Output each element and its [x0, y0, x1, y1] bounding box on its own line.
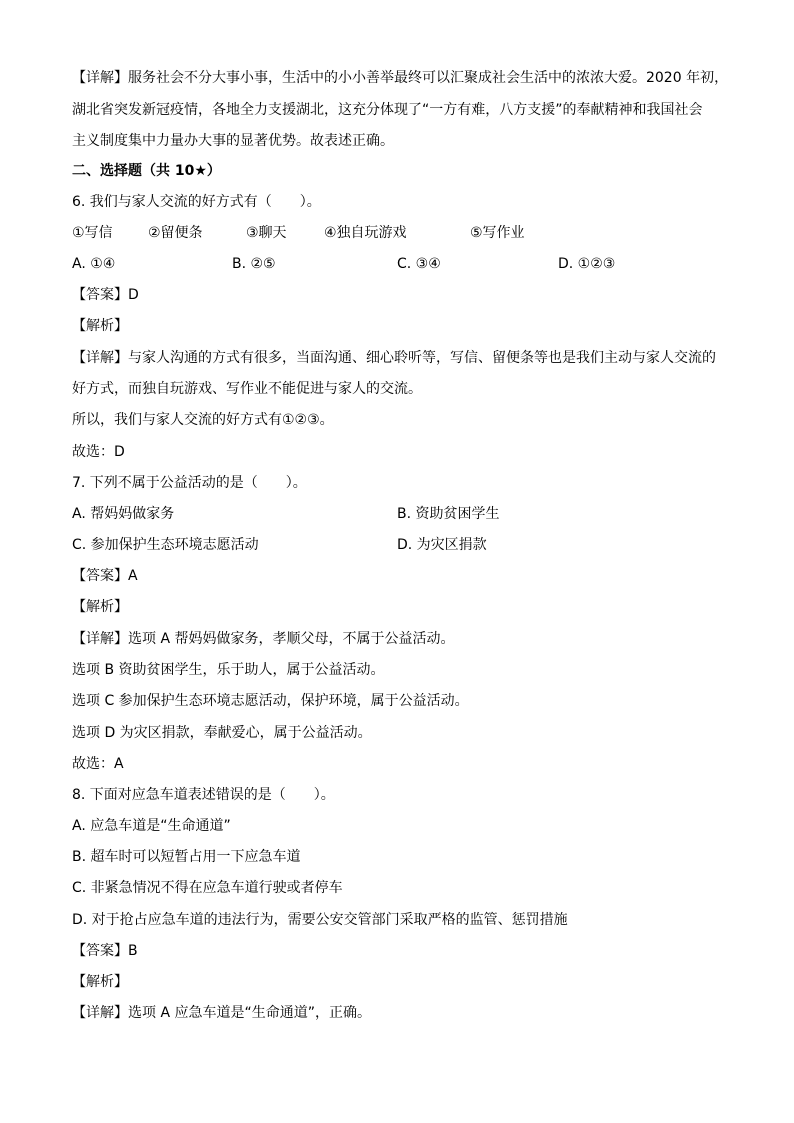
q7-detail-2: 选项 B 资助贫困学生，乐于助人，属于公益活动。: [72, 662, 385, 678]
q8-option-a: A. 应急车道是“生命通道”: [72, 818, 231, 834]
section-title: 二、选择题（共 10★）: [72, 163, 221, 179]
intro-line-1: 【详解】服务社会不分大事小事，生活中的小小善举最终可以汇聚成社会生活中的浓浓大爱。2020 年初，: [72, 70, 729, 86]
q6-item-5: ⑤写作业: [470, 225, 525, 241]
q7-answer: 【答案】A: [72, 568, 138, 584]
q6-stem: 6. 我们与家人交流的好方式有（ ）。: [72, 194, 321, 210]
q8-stem: 8. 下面对应急车道表述错误的是（ ）。: [72, 787, 335, 803]
q8-detail-1: 【详解】选项 A 应急车道是“生命通道”，正确。: [72, 1005, 371, 1021]
q6-detail-3: 所以，我们与家人交流的好方式有①②③。: [72, 412, 334, 428]
q7-detail-3: 选项 C 参加保护生态环境志愿活动，保护环境，属于公益活动。: [72, 693, 469, 709]
q6-option-d: D. ①②③: [558, 256, 616, 272]
q6-analysis: 【解析】: [72, 318, 128, 334]
q6-option-c: C. ③④: [397, 256, 441, 272]
q6-item-2: ②留便条: [148, 225, 203, 241]
q7-option-c: C. 参加保护生态环境志愿活动: [72, 537, 259, 553]
q8-analysis: 【解析】: [72, 974, 128, 990]
q7-choice: 故选：A: [72, 756, 124, 772]
q6-choice: 故选：D: [72, 444, 125, 460]
q8-option-d: D. 对于抢占应急车道的违法行为，需要公安交管部门采取严格的监管、惩罚措施: [72, 912, 568, 928]
q7-analysis: 【解析】: [72, 599, 128, 615]
q7-stem: 7. 下列不属于公益活动的是（ ）。: [72, 475, 307, 491]
q7-option-d: D. 为灾区捐款: [397, 537, 487, 553]
q8-answer: 【答案】B: [72, 943, 138, 959]
q8-option-b: B. 超车时可以短暂占用一下应急车道: [72, 849, 301, 865]
intro-line-3: 主义制度集中力量办大事的显著优势。故表述正确。: [72, 133, 394, 149]
q6-option-a: A. ①④: [72, 256, 116, 272]
q6-option-b: B. ②⑤: [232, 256, 276, 272]
q7-option-b: B. 资助贫困学生: [397, 506, 500, 522]
q6-detail-1: 【详解】与家人沟通的方式有很多，当面沟通、细心聆听等，写信、留便条等也是我们主动与家人交流的: [72, 350, 716, 366]
q6-item-1: ①写信: [72, 225, 113, 241]
q6-detail-2: 好方式，而独自玩游戏、写作业不能促进与家人的交流。: [72, 381, 422, 397]
q7-detail-1: 【详解】选项 A 帮妈妈做家务，孝顺父母，不属于公益活动。: [72, 631, 455, 647]
q6-item-4: ④独自玩游戏: [324, 225, 407, 241]
q7-detail-4: 选项 D 为灾区捐款，奉献爱心，属于公益活动。: [72, 725, 372, 741]
q6-answer: 【答案】D: [72, 287, 139, 303]
q7-option-a: A. 帮妈妈做家务: [72, 506, 175, 522]
q6-item-3: ③聊天: [246, 225, 287, 241]
q8-option-c: C. 非紧急情况不得在应急车道行驶或者停车: [72, 880, 343, 896]
intro-line-2: 湖北省突发新冠疫情，各地全力支援湖北，这充分体现了“一方有难，八方支援”的奉献精神和我国社会: [72, 102, 703, 118]
